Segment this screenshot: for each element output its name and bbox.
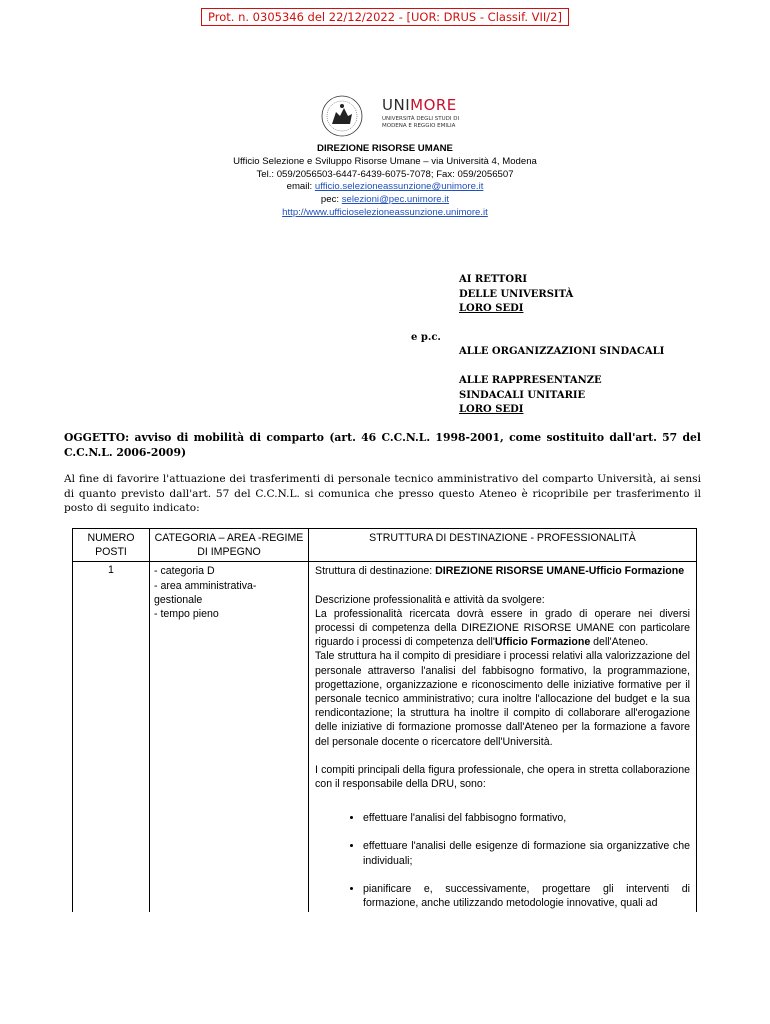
- table-header-row: [73, 529, 697, 562]
- epc-label: e p.c.: [411, 332, 441, 343]
- recipient-line: AI RETTORI: [459, 274, 528, 285]
- list-item: • pianificare e, successivamente, progettare gli interventi di formazione, anche utilizzando metodologie innovative, quali ad: [363, 882, 690, 910]
- category-item: - area amministrativa-gestionale: [154, 579, 257, 606]
- recipient-line: DELLE UNIVERSITÀ: [459, 288, 574, 300]
- pec-link[interactable]: selezioni@pec.unimore.it: [341, 194, 450, 206]
- cell-category: [150, 562, 309, 912]
- protocol-text: Prot. n. 0305346 del 22/12/2022 - [UOR: DRUS - Classif. VII/2]: [201, 8, 569, 26]
- university-seal-icon: [320, 94, 364, 138]
- structure-name: DIREZIONE RISORSE UMANE-Ufficio Formazione: [435, 565, 685, 578]
- recipient-line: SINDACALI UNITARIE: [459, 389, 586, 401]
- header-structure: STRUTTURA DI DESTINAZIONE - PROFESSIONALITÀ: [309, 529, 697, 562]
- description-paragraph-2: Tale struttura ha il compito di presidiare i processi relativi alla valorizzazione del personale attraverso l'analisi del fabbisogno formativo, la programmazione, progettazione, organizzazione e riconoscimento delle iniziative formative per il personale tecnico amministrativo; cura inoltre l'allocazione del budget e la sua rendicontazione; la struttura ha inoltre il compito di collaborare all'erogazione delle iniziative di formazione promosse dall'Ateneo per la formazione a favore del personale docente o ricercatore dell'Università.: [315, 650, 690, 748]
- tasks-intro: I compiti principali della figura professionale, che opera in stretta collaborazione con il responsabile della DRU, sono:: [315, 763, 690, 791]
- recipients-block: [459, 273, 573, 317]
- office-address: Ufficio Selezione e Sviluppo Risorse Umane – via Università 4, Modena: [233, 155, 537, 167]
- pec-line: pec: selezioni@pec.unimore.it: [320, 194, 450, 206]
- cell-structure: [309, 562, 697, 912]
- description-paragraph-1: La professionalità ricercata dovrà essere in grado di operare nei diversi processi di competenza della DIREZIONE RISORSE UMANE con particolare riguardo i processi di competenza dell'Ufficio Formazione dell'Ateneo.: [315, 607, 690, 649]
- subject-line: OGGETTO: avviso di mobilità di comparto (art. 46 C.C.N.L. 1998-2001, come sostituito dall'art. 57 del C.C.N.L. 2006-2009): [64, 431, 701, 459]
- category-item: - categoria D: [154, 565, 215, 578]
- website-line: [0, 207, 770, 220]
- brand-wordmark: UNIMORE: [382, 96, 457, 114]
- cc-block: [459, 345, 664, 418]
- table-row: [73, 562, 697, 912]
- email-line: email: ufficio.selezioneassunzione@unimore.it: [286, 181, 484, 193]
- protocol-stamp: [0, 10, 770, 24]
- telephone-line: Tel.: 059/2056503-6447-6439-6075-7078; Fax: 059/2056507: [256, 168, 514, 180]
- department-title: DIREZIONE RISORSE UMANE: [317, 143, 453, 154]
- website-link[interactable]: http://www.ufficioselezioneassunzione.unimore.it: [282, 206, 488, 218]
- recipient-line: LORO SEDI: [459, 404, 524, 415]
- intro-paragraph: Al fine di favorire l'attuazione dei trasferimenti di personale tecnico amministrativo del comparto Università, ai sensi di quanto previsto dall'art. 57 del C.C.N.L. si comunica che presso questo Ateneo è ricopribile per trasferimento il posto di seguito indicato:: [64, 473, 701, 515]
- email-link[interactable]: ufficio.selezioneassunzione@unimore.it: [314, 181, 484, 193]
- header-category: CATEGORIA – AREA -REGIME DI IMPEGNO: [150, 529, 309, 562]
- recipient-line: ALLE ORGANIZZAZIONI SINDACALI: [459, 346, 665, 357]
- header-count: NUMERO POSTI: [73, 529, 150, 562]
- recipient-line: LORO SEDI: [459, 303, 524, 314]
- category-item: - tempo pieno: [154, 608, 219, 621]
- positions-table: [72, 528, 697, 912]
- list-item: • effettuare l'analisi del fabbisogno formativo,: [363, 811, 690, 825]
- list-item: • effettuare l'analisi delle esigenze di formazione sia organizzative che individuali;: [363, 839, 690, 867]
- university-logo: [320, 94, 470, 138]
- structure-line: Struttura di destinazione: DIREZIONE RISORSE UMANE-Ufficio Formazione: [315, 565, 685, 578]
- recipient-line: ALLE RAPPRESENTANZE: [459, 375, 602, 386]
- description-heading: Descrizione professionalità e attività da svolgere:: [315, 593, 545, 606]
- cell-count: 1: [73, 562, 150, 912]
- brand-subtitle: UNIVERSITÀ DEGLI STUDI DI MODENA E REGGIO EMILIA: [382, 116, 460, 129]
- letterhead: [0, 143, 770, 220]
- tasks-list: [315, 811, 690, 910]
